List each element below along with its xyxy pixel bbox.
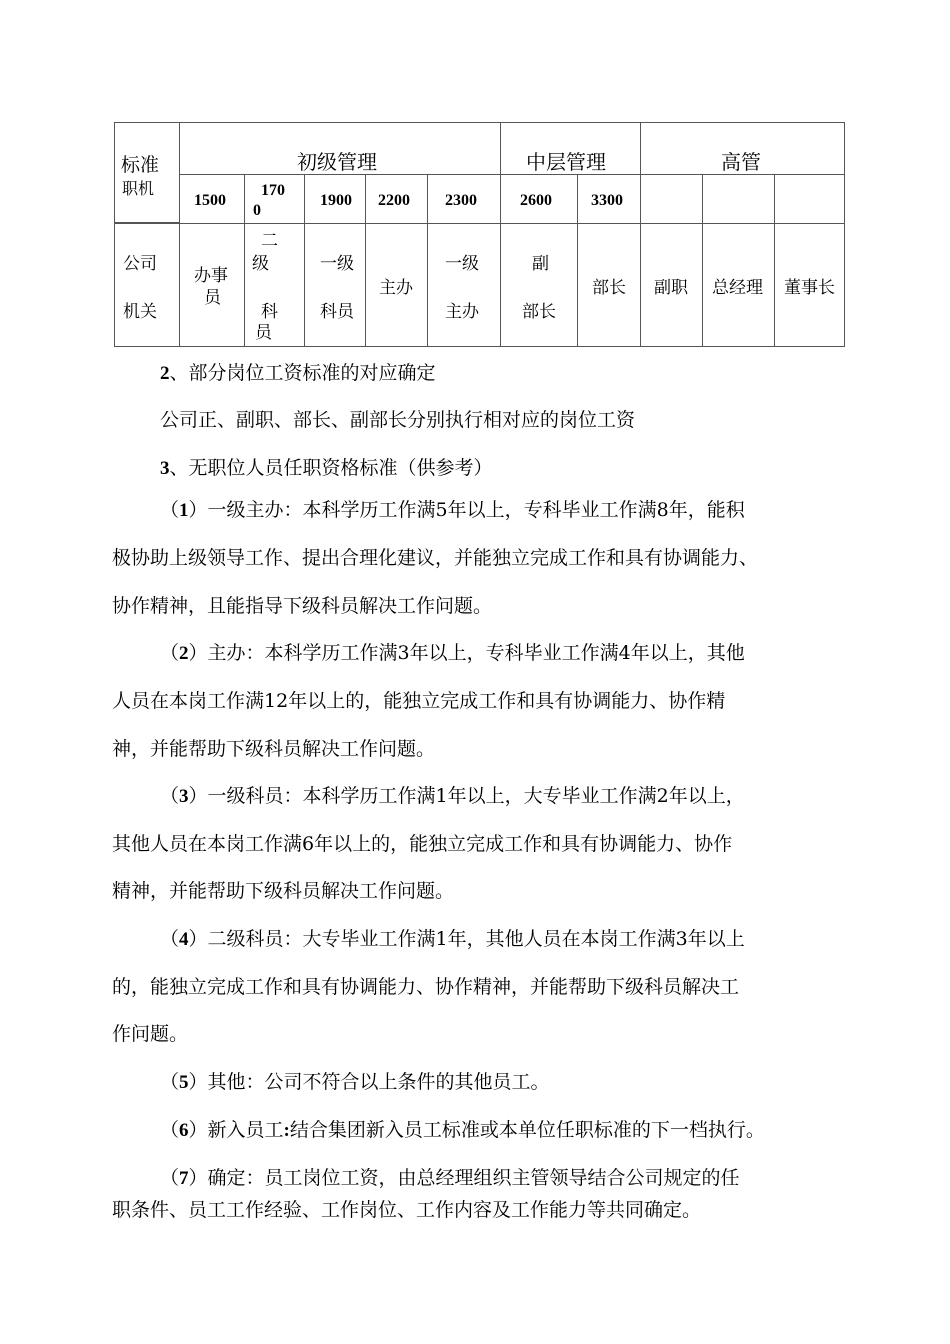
salary-cell-empty xyxy=(774,174,845,224)
salary-cell: 3300 xyxy=(577,174,641,224)
section-3-heading: 3、无职位人员任职资格标准（供参考） xyxy=(160,457,493,479)
section-2-body: 公司正、副职、部长、副部长分别执行相对应的岗位工资 xyxy=(160,409,636,431)
item-2-line-1: （2）主办：本科学历工作满3年以上，专科毕业工作满4年以上，其他 xyxy=(160,642,745,664)
salary-cell-empty xyxy=(640,174,703,224)
item-4-line-2: 的，能独立完成工作和具有协调能力、协作精神，并能帮助下级科员解决工 xyxy=(112,976,740,998)
position-cell: 总经理 xyxy=(702,223,775,347)
position-cell: 副职 xyxy=(640,223,703,347)
item-4-line-1: （4）二级科员：大专毕业工作满1年，其他人员在本岗工作满3年以上 xyxy=(160,928,745,950)
item-2-line-3: 神，并能帮助下级科员解决工作问题。 xyxy=(112,738,436,760)
salary-cell: 1900 xyxy=(304,174,366,224)
item-4-line-3: 作问题。 xyxy=(112,1023,189,1045)
salary-cell: 170 0 xyxy=(244,174,305,224)
item-3-line-1: （3）一级科员：本科学历工作满1年以上，大专毕业工作满2年以上， xyxy=(160,785,745,807)
position-cell: 主办 xyxy=(365,223,428,347)
salary-cell: 2200 xyxy=(365,174,428,224)
item-1-line-2: 极协助上级领导工作、提出合理化建议，并能独立完成工作和具有协调能力、 xyxy=(112,547,759,569)
corner-header-top: 标准 xyxy=(121,154,160,176)
position-cell: 一级 主办 xyxy=(427,223,501,347)
row-label-company: 公司 机关 xyxy=(114,223,180,347)
salary-cell: 2600 xyxy=(500,174,578,224)
item-3-line-3: 精神，并能帮助下级科员解决工作问题。 xyxy=(112,880,455,902)
position-cell: 副 部长 xyxy=(500,223,578,347)
group-header-senior: 高管 xyxy=(640,122,845,175)
corner-header-cell xyxy=(114,122,180,223)
item-5-line-1: （5）其他：公司不符合以上条件的其他员工。 xyxy=(160,1071,550,1093)
salary-cell: 2300 xyxy=(427,174,501,224)
group-header-middle: 中层管理 xyxy=(500,122,641,175)
position-cell: 一级 科员 xyxy=(304,223,366,347)
group-header-junior: 初级管理 xyxy=(179,122,501,175)
item-1-line-3: 协作精神，且能指导下级科员解决工作问题。 xyxy=(112,595,493,617)
salary-grade-table xyxy=(114,122,845,347)
item-3-line-2: 其他人员在本岗工作满6年以上的，能独立完成工作和具有协调能力、协作 xyxy=(112,833,733,855)
position-cell: 董事长 xyxy=(774,223,845,347)
position-cell: 办事 员 xyxy=(179,223,245,347)
item-7-line-1: （7）确定：员工岗位工资，由总经理组织主管领导结合公司规定的任 xyxy=(160,1167,740,1189)
item-1-line-1: （1）一级主办：本科学历工作满5年以上，专科毕业工作满8年，能积 xyxy=(160,499,745,521)
position-cell: 二 级 科 员 xyxy=(244,223,305,347)
corner-header-bottom: 职机 xyxy=(122,179,155,198)
position-cell: 部长 xyxy=(577,223,641,347)
item-2-line-2: 人员在本岗工作满12年以上的，能独立完成工作和具有协调能力、协作精 xyxy=(112,690,726,712)
section-2-heading: 2、部分岗位工资标准的对应确定 xyxy=(160,362,436,384)
item-7-line-2: 职条件、员工工作经验、工作岗位、工作内容及工作能力等共同确定。 xyxy=(112,1199,702,1221)
salary-cell: 1500 xyxy=(179,174,245,224)
item-6-line-1: （6）新入员工:结合集团新入员工标准或本单位任职标准的下一档执行。 xyxy=(160,1119,765,1141)
salary-cell-empty xyxy=(702,174,775,224)
